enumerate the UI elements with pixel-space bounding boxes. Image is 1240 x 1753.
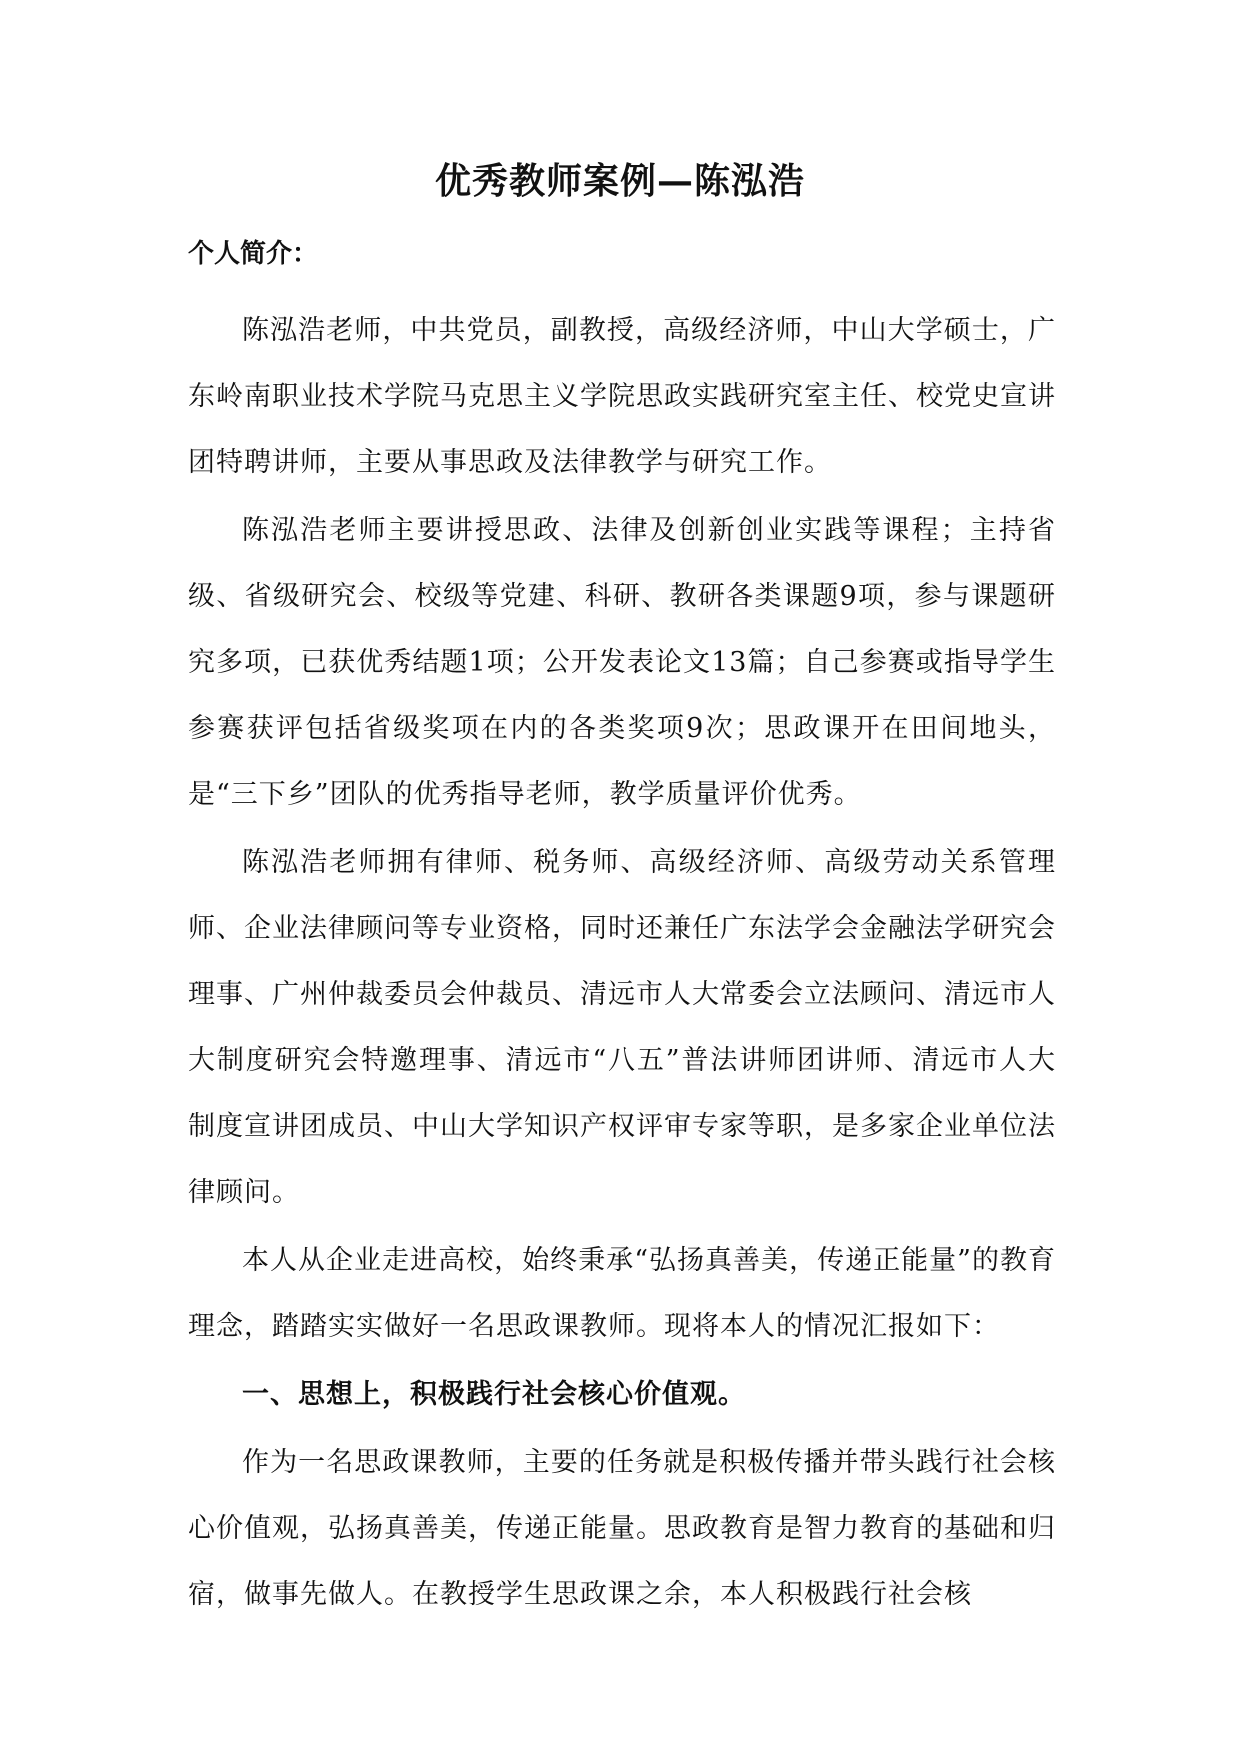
document-body bbox=[188, 236, 1056, 1630]
document-title: 优秀教师案例—陈泓浩 bbox=[434, 160, 805, 202]
paragraph-philosophy: 本人从企业走进高校，始终秉承“弘扬真善美，传递正能量”的教育理念，踏踏实实做好一名思政课教师。现将本人的情况汇报如下： bbox=[188, 1245, 1056, 1342]
paragraph-teaching: 陈泓浩老师主要讲授思政、法律及创新创业实践等课程；主持省级、省级研究会、校级等党建、科研、教研各类课题9项，参与课题研究多项，已获优秀结题1项；公开发表论文13篇；自己参赛或指导学生参赛获评包括省级奖项在内的各类奖项9次；思政课开在田间地头，是“三下乡”团队的优秀指导老师，教学质量评价优秀。 bbox=[188, 515, 1056, 810]
section-1-paragraph: 作为一名思政课教师，主要的任务就是积极传播并带头践行社会核心价值观，弘扬真善美，传递正能量。思政教育是智力教育的基础和归宿，做事先做人。在教授学生思政课之余，本人积极践行社会核 bbox=[188, 1447, 1056, 1610]
paragraph-qualifications: 陈泓浩老师拥有律师、税务师、高级经济师、高级劳动关系管理师、企业法律顾问等专业资格，同时还兼任广东法学会金融法学研究会理事、广州仲裁委员会仲裁员、清远市人大常委会立法顾问、清远市人大制度研究会特邀理事、清远市“八五”普法讲师团讲师、清远市人大制度宣讲团成员、中山大学知识产权评审专家等职，是多家企业单位法律顾问。 bbox=[188, 847, 1056, 1208]
intro-heading: 个人简介： bbox=[188, 239, 319, 269]
section-1-heading: 一、思想上，积极践行社会核心价值观。 bbox=[242, 1379, 746, 1410]
paragraph-bio: 陈泓浩老师，中共党员，副教授，高级经济师，中山大学硕士，广东岭南职业技术学院马克思主义学院思政实践研究室主任、校党史宣讲团特聘讲师，主要从事思政及法律教学与研究工作。 bbox=[188, 315, 1056, 478]
